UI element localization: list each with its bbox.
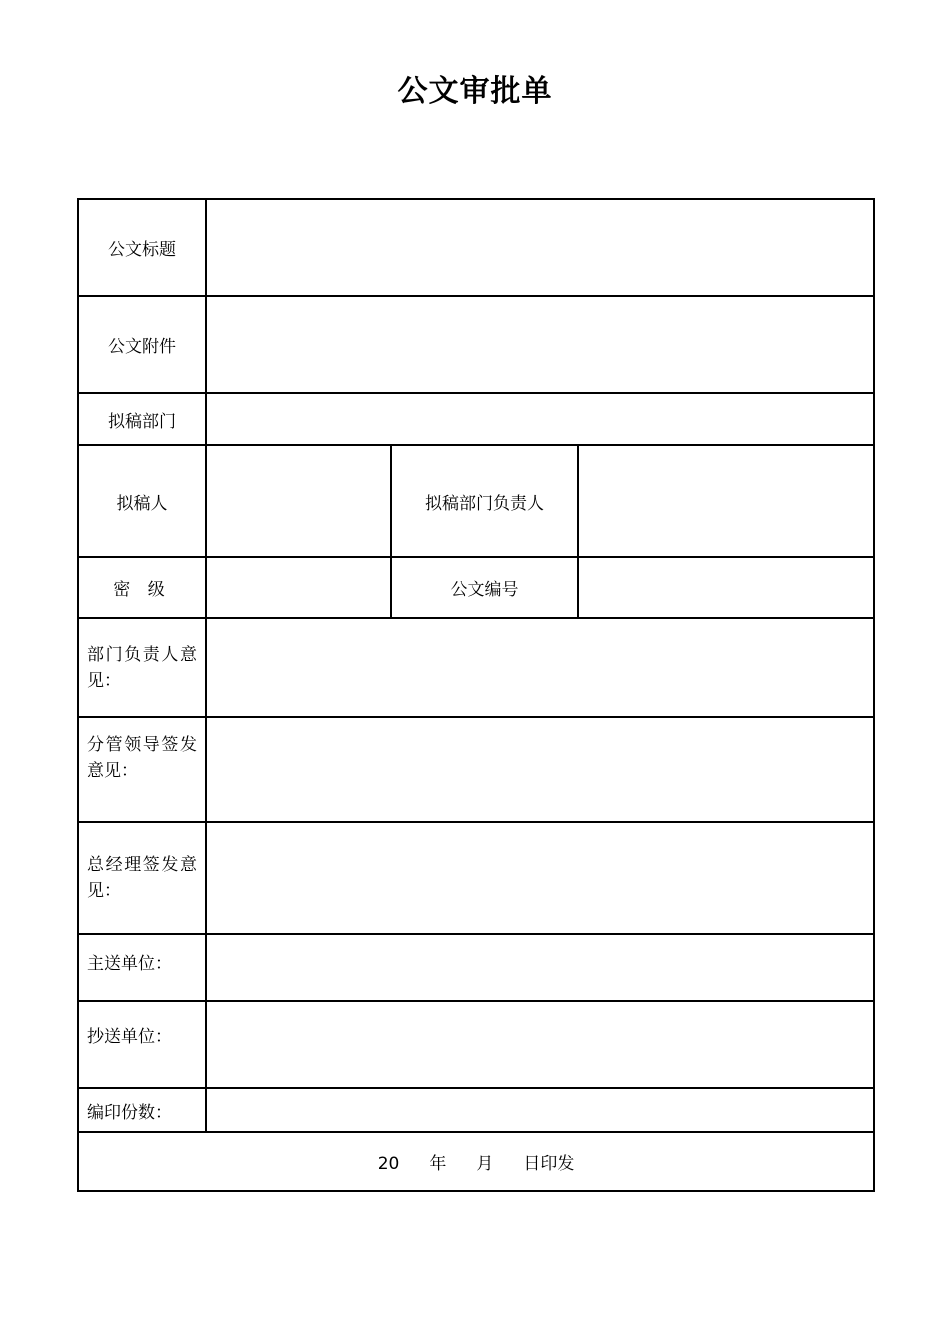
dept-head-opinion-label: 部门负责人意见： — [78, 618, 206, 717]
copies-label: 编印份数： — [78, 1088, 206, 1132]
row-drafting-dept — [78, 393, 874, 445]
approval-form-table — [77, 198, 875, 1192]
doc-number-field[interactable] — [578, 557, 874, 618]
dept-head-field[interactable] — [578, 445, 874, 557]
main-recipient-field[interactable] — [206, 934, 874, 1001]
row-footer — [78, 1132, 874, 1191]
attachment-label: 公文附件 — [78, 296, 206, 393]
row-attachment — [78, 296, 874, 393]
row-dept-head-opinion — [78, 618, 874, 717]
doc-number-label: 公文编号 — [391, 557, 578, 618]
drafter-label: 拟稿人 — [78, 445, 206, 557]
row-copies — [78, 1088, 874, 1132]
cc-recipient-label: 抄送单位： — [78, 1001, 206, 1088]
drafting-dept-field[interactable] — [206, 393, 874, 445]
doc-title-label: 公文标题 — [78, 199, 206, 296]
cc-recipient-field[interactable] — [206, 1001, 874, 1088]
row-cc-recipient — [78, 1001, 874, 1088]
doc-title-field[interactable] — [206, 199, 874, 296]
leader-opinion-label: 分管领导签发意见： — [78, 717, 206, 822]
dept-head-opinion-field[interactable] — [206, 618, 874, 717]
secrecy-label: 密 级 — [78, 557, 206, 618]
attachment-field[interactable] — [206, 296, 874, 393]
main-recipient-label: 主送单位： — [78, 934, 206, 1001]
leader-opinion-field[interactable] — [206, 717, 874, 822]
copies-field[interactable] — [206, 1088, 874, 1132]
row-leader-opinion — [78, 717, 874, 822]
drafter-field[interactable] — [206, 445, 391, 557]
day-label: 日印发 — [523, 1154, 575, 1174]
print-date-cell — [78, 1132, 874, 1191]
drafting-dept-label: 拟稿部门 — [78, 393, 206, 445]
year-prefix: 20 — [377, 1154, 400, 1174]
row-secrecy — [78, 557, 874, 618]
row-doc-title — [78, 199, 874, 296]
row-gm-opinion — [78, 822, 874, 934]
dept-head-label: 拟稿部门负责人 — [391, 445, 578, 557]
form-title: 公文审批单 — [397, 74, 553, 109]
month-label: 月 — [476, 1154, 494, 1174]
secrecy-field[interactable] — [206, 557, 391, 618]
year-label: 年 — [429, 1154, 447, 1174]
gm-opinion-field[interactable] — [206, 822, 874, 934]
row-main-recipient — [78, 934, 874, 1001]
row-drafter — [78, 445, 874, 557]
gm-opinion-label: 总经理签发意见： — [78, 822, 206, 934]
